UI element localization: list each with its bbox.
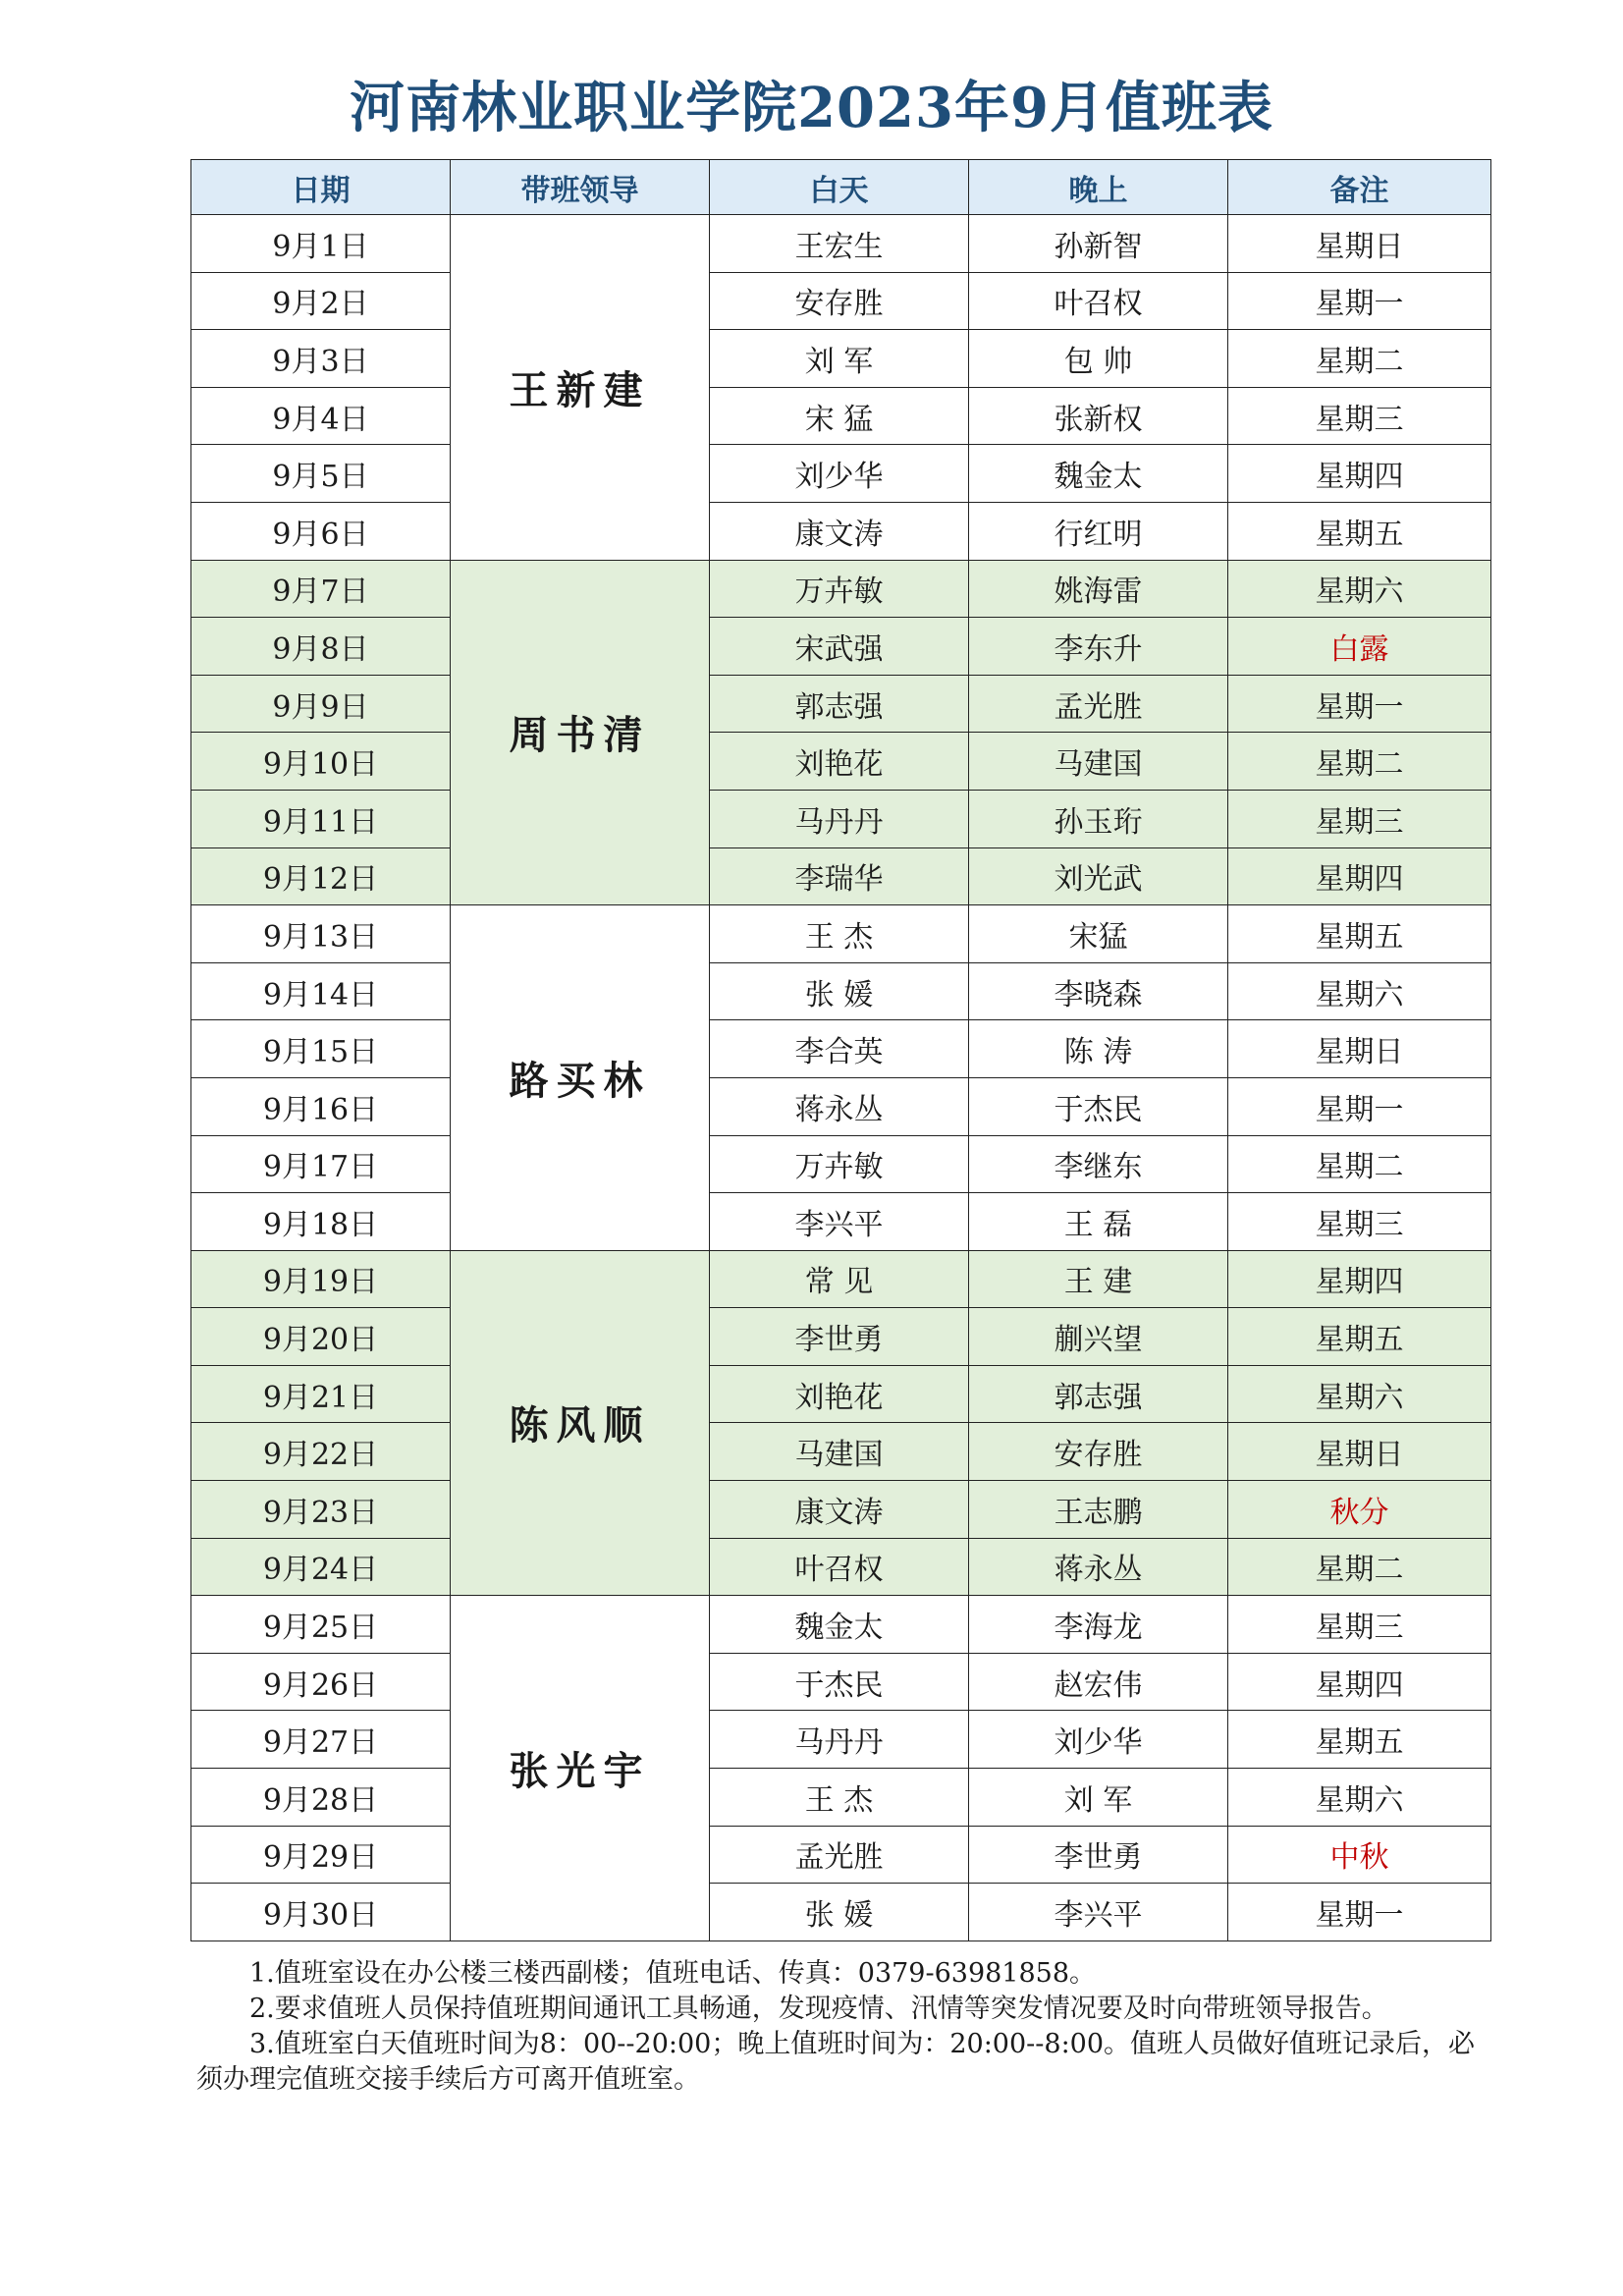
night-shift-cell: 李世勇: [969, 1826, 1228, 1884]
night-shift-cell: 赵宏伟: [969, 1653, 1228, 1711]
remarks-cell: 星期六: [1228, 962, 1491, 1020]
remarks-cell: 星期一: [1228, 1077, 1491, 1135]
day-shift-cell: 蒋永丛: [710, 1077, 969, 1135]
remarks-cell: 星期五: [1228, 1711, 1491, 1769]
remarks-cell: 星期日: [1228, 1020, 1491, 1078]
date-cell: 9月13日: [191, 905, 451, 963]
note-item: 3.值班室白天值班时间为8：00--20:00；晚上值班时间为：20:00--8:00。值班人员做好值班记录后，必须办理完值班交接手续后方可离开值班室。: [196, 2029, 1476, 2095]
remarks-cell: 星期日: [1228, 1423, 1491, 1481]
schedule-body: [191, 215, 1491, 1941]
day-shift-cell: 李瑞华: [710, 847, 969, 905]
remarks-cell: 星期二: [1228, 1538, 1491, 1596]
remarks-cell: 星期五: [1228, 1308, 1491, 1366]
remarks-cell: 星期四: [1228, 1250, 1491, 1308]
date-cell: 9月24日: [191, 1538, 451, 1596]
date-cell: 9月2日: [191, 272, 451, 330]
day-shift-cell: 郭志强: [710, 675, 969, 733]
remarks-cell: 星期三: [1228, 790, 1491, 847]
remarks-cell: 星期四: [1228, 445, 1491, 503]
night-shift-cell: 李兴平: [969, 1884, 1228, 1941]
note-item: 1.值班室设在办公楼三楼西副楼；值班电话、传真：0379-63981858。: [249, 1958, 1097, 1989]
remarks-cell: 白露: [1228, 618, 1491, 676]
remarks-cell: 星期一: [1228, 675, 1491, 733]
day-shift-cell: 魏金太: [710, 1596, 969, 1654]
date-cell: 9月11日: [191, 790, 451, 847]
table-row: [191, 1481, 1491, 1539]
day-shift-cell: 孟光胜: [710, 1826, 969, 1884]
table-row: [191, 1193, 1491, 1251]
day-shift-cell: 宋 猛: [710, 387, 969, 445]
table-row: [191, 1596, 1491, 1654]
day-shift-cell: 李世勇: [710, 1308, 969, 1366]
night-shift-cell: 王志鹏: [969, 1481, 1228, 1539]
table-row: [191, 790, 1491, 847]
night-shift-cell: 陈 涛: [969, 1020, 1228, 1078]
table-row: [191, 1020, 1491, 1078]
leader-cell: 陈风顺: [451, 1250, 710, 1596]
remarks-cell: 星期日: [1228, 215, 1491, 273]
night-shift-cell: 于杰民: [969, 1077, 1228, 1135]
table-row: [191, 1423, 1491, 1481]
table-row: [191, 905, 1491, 963]
night-shift-cell: 孙玉珩: [969, 790, 1228, 847]
leader-cell: 路买林: [451, 905, 710, 1251]
table-row: [191, 215, 1491, 273]
date-cell: 9月27日: [191, 1711, 451, 1769]
table-row: [191, 733, 1491, 791]
table-row: [191, 1826, 1491, 1884]
day-shift-cell: 马建国: [710, 1423, 969, 1481]
remarks-cell: 秋分: [1228, 1481, 1491, 1539]
table-row: [191, 1653, 1491, 1711]
night-shift-cell: 马建国: [969, 733, 1228, 791]
table-row: [191, 1308, 1491, 1366]
table-row: [191, 445, 1491, 503]
day-shift-cell: 于杰民: [710, 1653, 969, 1711]
night-shift-cell: 宋猛: [969, 905, 1228, 963]
night-shift-cell: 叶召权: [969, 272, 1228, 330]
night-shift-cell: 王 磊: [969, 1193, 1228, 1251]
remarks-cell: 星期三: [1228, 1596, 1491, 1654]
day-shift-cell: 刘艳花: [710, 1365, 969, 1423]
date-cell: 9月28日: [191, 1769, 451, 1827]
day-shift-cell: 张 媛: [710, 962, 969, 1020]
date-cell: 9月14日: [191, 962, 451, 1020]
column-header-date: 日期: [191, 160, 451, 215]
night-shift-cell: 刘光武: [969, 847, 1228, 905]
notes-section: [196, 1956, 1483, 2098]
night-shift-cell: 王 建: [969, 1250, 1228, 1308]
table-row: [191, 1365, 1491, 1423]
remarks-cell: 星期六: [1228, 560, 1491, 618]
night-shift-cell: 刘少华: [969, 1711, 1228, 1769]
night-shift-cell: 孟光胜: [969, 675, 1228, 733]
table-row: [191, 1711, 1491, 1769]
table-row: [191, 272, 1491, 330]
table-header-row: [191, 160, 1491, 215]
date-cell: 9月20日: [191, 1308, 451, 1366]
table-row: [191, 1884, 1491, 1941]
night-shift-cell: 张新权: [969, 387, 1228, 445]
night-shift-cell: 魏金太: [969, 445, 1228, 503]
date-cell: 9月15日: [191, 1020, 451, 1078]
date-cell: 9月7日: [191, 560, 451, 618]
day-shift-cell: 马丹丹: [710, 790, 969, 847]
day-shift-cell: 马丹丹: [710, 1711, 969, 1769]
night-shift-cell: 蒋永丛: [969, 1538, 1228, 1596]
date-cell: 9月17日: [191, 1135, 451, 1193]
remarks-cell: 星期一: [1228, 1884, 1491, 1941]
day-shift-cell: 王 杰: [710, 1769, 969, 1827]
night-shift-cell: 姚海雷: [969, 560, 1228, 618]
date-cell: 9月25日: [191, 1596, 451, 1654]
table-row: [191, 962, 1491, 1020]
remarks-cell: 星期二: [1228, 330, 1491, 388]
remarks-cell: 中秋: [1228, 1826, 1491, 1884]
night-shift-cell: 蒯兴望: [969, 1308, 1228, 1366]
day-shift-cell: 李兴平: [710, 1193, 969, 1251]
date-cell: 9月30日: [191, 1884, 451, 1941]
night-shift-cell: 李海龙: [969, 1596, 1228, 1654]
day-shift-cell: 刘艳花: [710, 733, 969, 791]
day-shift-cell: 万卉敏: [710, 560, 969, 618]
date-cell: 9月4日: [191, 387, 451, 445]
day-shift-cell: 康文涛: [710, 1481, 969, 1539]
table-row: [191, 675, 1491, 733]
night-shift-cell: 李继东: [969, 1135, 1228, 1193]
table-row: [191, 1538, 1491, 1596]
day-shift-cell: 张 媛: [710, 1884, 969, 1941]
leader-cell: 周书清: [451, 560, 710, 905]
date-cell: 9月3日: [191, 330, 451, 388]
table-row: [191, 502, 1491, 560]
night-shift-cell: 李晓森: [969, 962, 1228, 1020]
table-row: [191, 1769, 1491, 1827]
leader-cell: 王新建: [451, 215, 710, 561]
remarks-cell: 星期一: [1228, 272, 1491, 330]
table-row: [191, 387, 1491, 445]
table-row: [191, 330, 1491, 388]
night-shift-cell: 刘 军: [969, 1769, 1228, 1827]
date-cell: 9月18日: [191, 1193, 451, 1251]
column-header-leader: 带班领导: [451, 160, 710, 215]
day-shift-cell: 宋武强: [710, 618, 969, 676]
remarks-cell: 星期五: [1228, 502, 1491, 560]
day-shift-cell: 刘 军: [710, 330, 969, 388]
date-cell: 9月6日: [191, 502, 451, 560]
day-shift-cell: 万卉敏: [710, 1135, 969, 1193]
day-shift-cell: 王宏生: [710, 215, 969, 273]
remarks-cell: 星期三: [1228, 1193, 1491, 1251]
date-cell: 9月9日: [191, 675, 451, 733]
leader-cell: 张光宇: [451, 1596, 710, 1941]
duty-schedule-table: [190, 159, 1491, 1941]
remarks-cell: 星期四: [1228, 847, 1491, 905]
remarks-cell: 星期五: [1228, 905, 1491, 963]
day-shift-cell: 安存胜: [710, 272, 969, 330]
remarks-cell: 星期四: [1228, 1653, 1491, 1711]
day-shift-cell: 王 杰: [710, 905, 969, 963]
date-cell: 9月10日: [191, 733, 451, 791]
date-cell: 9月23日: [191, 1481, 451, 1539]
night-shift-cell: 包 帅: [969, 330, 1228, 388]
day-shift-cell: 刘少华: [710, 445, 969, 503]
date-cell: 9月1日: [191, 215, 451, 273]
column-header-night-shift: 晚上: [969, 160, 1228, 215]
table-row: [191, 1077, 1491, 1135]
night-shift-cell: 孙新智: [969, 215, 1228, 273]
day-shift-cell: 常 见: [710, 1250, 969, 1308]
night-shift-cell: 郭志强: [969, 1365, 1228, 1423]
date-cell: 9月8日: [191, 618, 451, 676]
day-shift-cell: 叶召权: [710, 1538, 969, 1596]
date-cell: 9月5日: [191, 445, 451, 503]
table-row: [191, 847, 1491, 905]
night-shift-cell: 李东升: [969, 618, 1228, 676]
table-row: [191, 1250, 1491, 1308]
table-row: [191, 618, 1491, 676]
remarks-cell: 星期六: [1228, 1769, 1491, 1827]
table-row: [191, 560, 1491, 618]
day-shift-cell: 康文涛: [710, 502, 969, 560]
remarks-cell: 星期六: [1228, 1365, 1491, 1423]
column-header-remarks: 备注: [1228, 160, 1491, 215]
night-shift-cell: 行红明: [969, 502, 1228, 560]
column-header-day-shift: 白天: [710, 160, 969, 215]
date-cell: 9月19日: [191, 1250, 451, 1308]
day-shift-cell: 李合英: [710, 1020, 969, 1078]
date-cell: 9月21日: [191, 1365, 451, 1423]
date-cell: 9月29日: [191, 1826, 451, 1884]
night-shift-cell: 安存胜: [969, 1423, 1228, 1481]
date-cell: 9月22日: [191, 1423, 451, 1481]
remarks-cell: 星期二: [1228, 733, 1491, 791]
date-cell: 9月12日: [191, 847, 451, 905]
date-cell: 9月26日: [191, 1653, 451, 1711]
date-cell: 9月16日: [191, 1077, 451, 1135]
page-title: 河南林业职业学院2023年9月值班表: [350, 76, 1273, 140]
table-row: [191, 1135, 1491, 1193]
remarks-cell: 星期二: [1228, 1135, 1491, 1193]
note-item: 2.要求值班人员保持值班期间通讯工具畅通，发现疫情、汛情等突发情况要及时向带班领导报告。: [249, 1994, 1388, 2024]
remarks-cell: 星期三: [1228, 387, 1491, 445]
